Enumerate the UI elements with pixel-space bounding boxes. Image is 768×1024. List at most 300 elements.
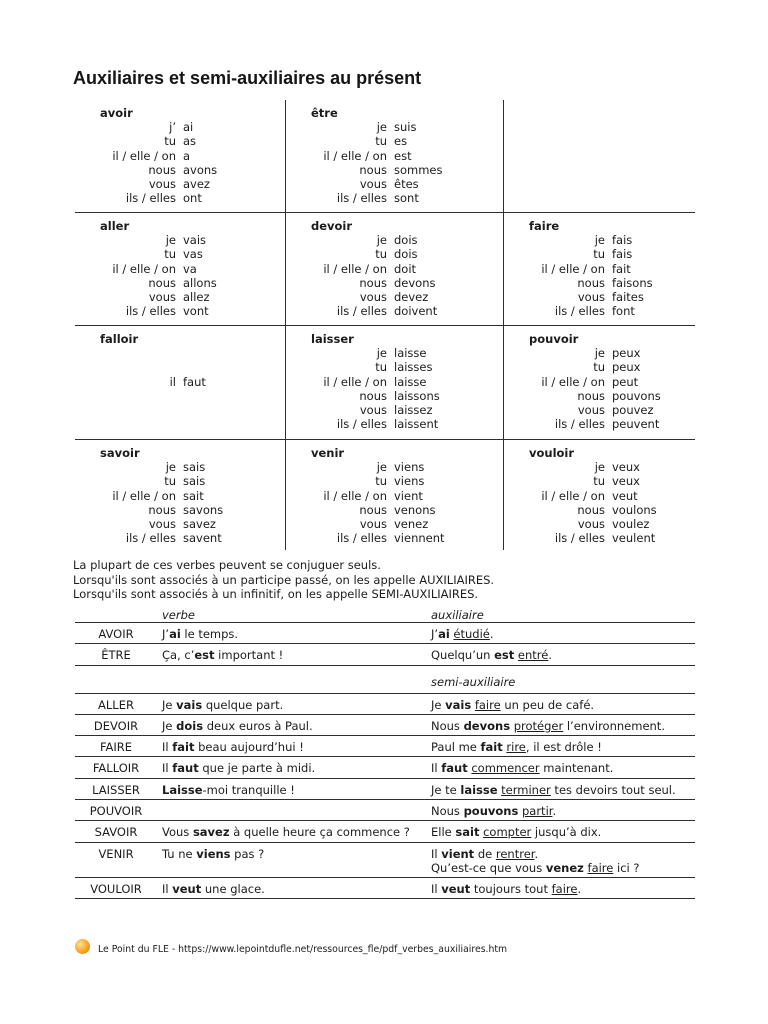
text-segment: Vous (162, 825, 193, 840)
verb-label: FAIRE (99, 740, 133, 755)
verb-name: devoir (311, 219, 353, 233)
pronoun: vous (359, 516, 387, 531)
text-segment: Je (162, 697, 177, 712)
conjugation-cell-falloir (75, 325, 285, 439)
text-segment: Tu ne (162, 846, 197, 861)
pronoun: vous (148, 289, 176, 304)
verb-form: doivent (394, 304, 438, 319)
auxiliary-example (425, 627, 695, 641)
conjugation-line (529, 304, 695, 318)
conjugation-line (100, 346, 285, 360)
auxiliary-example (425, 783, 695, 797)
pronoun: nous (577, 275, 605, 290)
conjugation-line (311, 120, 503, 134)
conjugated-verb: Laisse (162, 782, 203, 797)
pronoun (100, 360, 176, 374)
conjugation-line (100, 360, 285, 374)
underlined-verb: rentrer (495, 846, 535, 861)
auxiliary-example (425, 698, 695, 712)
conjugation-line (100, 489, 285, 503)
pronoun: je (376, 460, 387, 475)
auxiliary-example (425, 847, 695, 875)
auxiliary-example (425, 825, 695, 839)
text-segment: ici ? (613, 860, 640, 875)
verb-form: ai (183, 120, 194, 135)
verb-form: devez (394, 289, 429, 304)
underlined-verb: terminer (501, 782, 551, 797)
verb-form: es (394, 134, 408, 149)
auxiliary-example (425, 740, 695, 754)
example-row-faire (75, 736, 695, 757)
conjugation-cell-venir (285, 439, 503, 550)
verb-form: peuvent (612, 417, 660, 432)
pronoun: nous (148, 162, 176, 177)
verb-example (157, 804, 425, 818)
examples-table (75, 605, 695, 899)
verb-form: voulons (612, 502, 657, 517)
conjugation-cell-pouvoir (503, 325, 695, 439)
verb-name: faire (529, 219, 560, 233)
conjugation-line (100, 474, 285, 488)
conjugation-line (529, 489, 695, 503)
text-segment: tes devoirs tout seul. (550, 782, 676, 797)
underlined-verb: rire (506, 740, 526, 755)
underlined-verb: commencer (471, 761, 540, 776)
text-segment: . (548, 648, 552, 663)
conjugation-line (100, 517, 285, 531)
verb-label: FALLOIR (92, 761, 140, 776)
example-row-laisser (75, 779, 695, 800)
conjugation-line (100, 163, 285, 177)
conjugation-line (100, 375, 285, 389)
pronoun: il (169, 374, 176, 389)
verb-form: dois (394, 233, 418, 248)
text-segment: . (552, 804, 557, 819)
pronoun: ils / elles (336, 304, 387, 319)
auxiliary-example (425, 648, 695, 662)
verb-name: être (311, 106, 338, 120)
conjugated-verb: faut (441, 761, 468, 776)
verb-form: laisse (394, 346, 427, 361)
verb-form: laisses (394, 360, 433, 375)
sentence-line (431, 627, 695, 641)
conjugation-line (529, 460, 695, 474)
verb-form: savons (183, 502, 224, 517)
verb-label: LAISSER (92, 782, 140, 797)
text-segment: Il (431, 881, 442, 896)
pronoun: je (594, 346, 605, 361)
verb-name: pouvoir (529, 332, 579, 346)
pronoun: je (594, 233, 605, 248)
conjugation-line (311, 403, 503, 417)
text-segment: Je (162, 718, 177, 733)
example-row-venir (75, 843, 695, 878)
conjugation-line (100, 247, 285, 261)
text-segment: . (534, 846, 539, 861)
text-segment: deux euros à Paul. (203, 718, 313, 733)
sentence-line (431, 882, 695, 896)
conjugated-verb: sait (455, 825, 480, 840)
text-segment: jusqu’à dix. (531, 825, 602, 840)
conjugation-line (311, 474, 503, 488)
pronoun: nous (359, 275, 387, 290)
conjugation-line (529, 233, 695, 247)
verb-example (157, 847, 425, 875)
verb-label: ÊTRE (101, 648, 131, 663)
pronoun: tu (375, 247, 387, 262)
sentence-line (431, 648, 695, 662)
conjugation-line (100, 403, 285, 417)
section-spacer (157, 675, 425, 689)
pronoun (100, 403, 176, 417)
conjugation-line (529, 417, 695, 431)
sentence-line (431, 847, 695, 861)
underlined-verb: protéger (513, 718, 564, 733)
conjugation-cell-savoir (75, 439, 285, 550)
conjugation-line (311, 262, 503, 276)
auxiliary-example (425, 761, 695, 775)
pronoun: je (376, 120, 387, 135)
conjugation-line (529, 517, 695, 531)
pronoun: vous (577, 402, 605, 417)
pronoun: je (165, 460, 176, 475)
text-segment: Je te (431, 782, 461, 797)
conjugated-verb: devons (463, 718, 511, 733)
text-segment: Il (162, 740, 173, 755)
sentence-line (162, 740, 425, 754)
footer-source: Le Point du FLE - https://www.lepointdufle.net/ressources_fle/pdf_verbes_auxiliaires.htm (98, 944, 508, 955)
conjugation-line (100, 417, 285, 431)
auxiliary-column-header: auxiliaire (431, 608, 484, 622)
conjugation-line (529, 503, 695, 517)
section-row (75, 666, 695, 694)
pronoun: nous (148, 275, 176, 290)
conjugation-line (311, 233, 503, 247)
conjugation-line (311, 304, 503, 318)
pronoun: ils / elles (554, 417, 605, 432)
conjugation-line (311, 489, 503, 503)
pronoun (100, 389, 176, 403)
conjugation-line (529, 276, 695, 290)
sentence-line (162, 783, 425, 797)
conjugation-line (100, 134, 285, 148)
conjugation-cell-etre (285, 100, 503, 212)
text-segment: . (489, 627, 494, 641)
text-segment: un peu de café. (500, 697, 595, 712)
verb-form: suis (394, 120, 417, 135)
pronoun: ils / elles (554, 531, 605, 546)
text-segment: Paul me (431, 740, 481, 755)
text-segment: Nous (431, 804, 464, 819)
pronoun: ils / elles (125, 191, 176, 206)
text-segment: Nous (431, 718, 464, 733)
verb-form: vas (183, 247, 203, 262)
conjugation-line (529, 531, 695, 545)
text-segment: , il est drôle ! (525, 740, 602, 755)
sentence-line (431, 740, 695, 754)
conjugated-verb: veut (172, 881, 202, 896)
pronoun: vous (577, 289, 605, 304)
pronoun: tu (593, 474, 605, 489)
verb-form: pouvons (612, 388, 661, 403)
verb-form: faites (612, 289, 644, 304)
pronoun: tu (375, 360, 387, 375)
pronoun: tu (375, 474, 387, 489)
sentence-line (431, 719, 695, 733)
verb-form: veux (612, 460, 640, 475)
verb-example (157, 783, 425, 797)
pronoun: ils / elles (125, 304, 176, 319)
verb-form: doit (394, 261, 417, 276)
page-title: Auxiliaires et semi-auxiliaires au présent (73, 68, 422, 88)
conjugated-verb: faut (172, 761, 199, 776)
verb-form: allez (183, 289, 210, 304)
conjugation-line (529, 403, 695, 417)
text-segment: Il (431, 846, 442, 861)
conjugation-line (529, 290, 695, 304)
verb-form: sont (394, 191, 419, 206)
conjugation-grid (75, 100, 695, 550)
sentence-line (162, 882, 425, 896)
text-segment: quelque part. (202, 697, 284, 712)
pronoun: nous (577, 388, 605, 403)
conjugation-line (100, 290, 285, 304)
verb-form: viens (394, 474, 425, 489)
conjugation-line (529, 389, 695, 403)
verb-name: aller (100, 219, 130, 233)
conjugation-line (100, 531, 285, 545)
verb-name: savoir (100, 446, 140, 460)
auxiliary-example (425, 719, 695, 733)
text-segment: l’environnement. (563, 718, 665, 733)
text-segment: maintenant. (539, 761, 614, 776)
pronoun: tu (593, 247, 605, 262)
verb-form: sommes (394, 162, 443, 177)
orange-ball-icon (75, 939, 90, 954)
verb-form: laisse (394, 374, 427, 389)
conjugation-cell-empty (503, 100, 695, 212)
pronoun: tu (164, 134, 176, 149)
verb-form: sais (183, 460, 206, 475)
underlined-verb: partir (521, 804, 553, 819)
verb-example (157, 648, 425, 662)
pronoun: je (165, 233, 176, 248)
conjugation-line (529, 346, 695, 360)
pronoun: vous (148, 516, 176, 531)
sentence-line (431, 861, 695, 875)
conjugation-line (311, 360, 503, 374)
pronoun: il / elle / on (323, 488, 387, 503)
conjugated-verb: dois (176, 718, 204, 733)
verb-form: pouvez (612, 402, 654, 417)
pronoun: ils / elles (336, 417, 387, 432)
conjugated-verb: savez (192, 825, 230, 840)
text-segment: J’ (162, 627, 170, 641)
text-segment: une glace. (201, 881, 265, 896)
conjugated-verb: laisse (460, 782, 498, 797)
verb-label: SAVOIR (94, 825, 138, 840)
pronoun: tu (593, 360, 605, 375)
verb-form: fait (612, 261, 631, 276)
conjugation-line (100, 503, 285, 517)
conjugation-line (100, 460, 285, 474)
conjugation-line (100, 262, 285, 276)
verb-form: voulez (612, 516, 650, 531)
pronoun (100, 417, 176, 431)
pronoun: nous (148, 502, 176, 517)
auxiliary-example (425, 882, 695, 896)
sentence-line (431, 783, 695, 797)
pronoun: il / elle / on (541, 261, 605, 276)
conjugation-cell-vouloir (503, 439, 695, 550)
conjugated-verb: vais (176, 697, 203, 712)
pronoun: il / elle / on (541, 374, 605, 389)
verb-name: laisser (311, 332, 354, 346)
pronoun: vous (359, 402, 387, 417)
sentence-line (162, 627, 425, 641)
conjugation-line (311, 503, 503, 517)
verb-form: peut (612, 374, 639, 389)
verb-form: va (183, 261, 197, 276)
verb-form: vais (183, 233, 207, 248)
verb-form: font (612, 304, 635, 319)
verb-form: dois (394, 247, 418, 262)
conjugation-line (311, 290, 503, 304)
verb-form: venons (394, 502, 436, 517)
conjugation-line (529, 262, 695, 276)
conjugation-line (100, 191, 285, 205)
pronoun: vous (359, 289, 387, 304)
example-row-devoir (75, 715, 695, 736)
text-segment: que je parte à midi. (198, 761, 316, 776)
conjugation-cell-aller (75, 212, 285, 325)
verb-form: avons (183, 162, 218, 177)
verb-column-header: verbe (162, 608, 195, 622)
text-segment: beau aujourd’hui ! (194, 740, 304, 755)
verb-example (157, 627, 425, 641)
pronoun: nous (359, 388, 387, 403)
example-row-avoir (75, 623, 695, 644)
text-segment: Il (162, 761, 173, 776)
pronoun (100, 346, 176, 360)
conjugation-line (311, 247, 503, 261)
verb-label: POUVOIR (89, 804, 143, 819)
conjugation-line (100, 120, 285, 134)
conjugated-verb: est (494, 648, 515, 663)
conjugated-verb: veut (441, 881, 471, 896)
conjugation-line (311, 389, 503, 403)
example-row-vouloir (75, 878, 695, 899)
underlined-verb: compter (483, 825, 532, 840)
pronoun: j’ (169, 120, 176, 135)
verb-name: venir (311, 446, 345, 460)
verb-label: DEVOIR (93, 718, 139, 733)
conjugation-line (529, 247, 695, 261)
pronoun: ils / elles (125, 531, 176, 546)
verb-form: peux (612, 360, 641, 375)
text-segment: Ça, c’ (162, 648, 195, 663)
verb-example (157, 740, 425, 754)
verb-form: laissent (394, 417, 439, 432)
verb-label: VENIR (98, 846, 134, 861)
conjugated-verb: ai (438, 627, 450, 641)
pronoun: il / elle / on (112, 488, 176, 503)
pronoun: ils / elles (554, 304, 605, 319)
verb-form: êtes (394, 176, 419, 191)
sentence-line (431, 761, 695, 775)
verb-label: ALLER (98, 697, 134, 712)
text-segment: Il (162, 881, 173, 896)
text-segment: J’ (431, 627, 439, 641)
pronoun: il / elle / on (323, 374, 387, 389)
verb-name: avoir (100, 106, 133, 120)
conjugation-line (311, 417, 503, 431)
verb-form: ont (183, 191, 202, 206)
text-segment: pas ? (230, 846, 265, 861)
verb-name: falloir (100, 332, 139, 346)
text-segment: Il (431, 761, 442, 776)
underlined-verb: faire (474, 697, 501, 712)
pronoun: je (376, 233, 387, 248)
verb-form: devons (394, 275, 436, 290)
conjugated-verb: vais (445, 697, 472, 712)
text-segment: Qu’est-ce que vous (431, 860, 546, 875)
pronoun: tu (164, 474, 176, 489)
sentence-line (162, 825, 425, 839)
intro-paragraph (73, 558, 494, 602)
verb-form: peux (612, 346, 641, 361)
conjugated-verb: fait (172, 740, 195, 755)
verb-form: as (183, 134, 197, 149)
verb-form: fais (612, 247, 633, 262)
conjugation-line (100, 389, 285, 403)
conjugation-line (311, 375, 503, 389)
verb-form: laissez (394, 402, 433, 417)
conjugated-verb: venez (545, 860, 584, 875)
pronoun: vous (148, 176, 176, 191)
verb-form: sait (183, 488, 204, 503)
conjugation-cell-devoir (285, 212, 503, 325)
verb-form: vont (183, 304, 209, 319)
pronoun: je (594, 460, 605, 475)
text-segment: à quelle heure ça commence ? (229, 825, 410, 840)
conjugation-line (311, 460, 503, 474)
verb-label: VOULOIR (90, 881, 142, 896)
pronoun: il / elle / on (541, 488, 605, 503)
example-row-aller (75, 694, 695, 715)
pronoun: nous (359, 162, 387, 177)
conjugated-verb: fait (480, 740, 503, 755)
sentence-line (162, 719, 425, 733)
text-segment: toujours tout (470, 881, 552, 896)
text-segment: Quelqu’un (431, 648, 495, 663)
underlined-verb: faire (551, 881, 578, 896)
verb-form: sais (183, 474, 206, 489)
conjugation-line (311, 191, 503, 205)
pronoun: il / elle / on (323, 261, 387, 276)
verb-form: veux (612, 474, 640, 489)
underlined-verb: étudié (453, 627, 490, 641)
conjugation-cell-avoir (75, 100, 285, 212)
conjugated-verb: viens (196, 846, 231, 861)
conjugation-line (311, 531, 503, 545)
example-row-falloir (75, 757, 695, 778)
pronoun: il / elle / on (323, 148, 387, 163)
conjugation-line (311, 163, 503, 177)
header-spacer (75, 608, 157, 622)
verb-example (157, 761, 425, 775)
pronoun: tu (164, 247, 176, 262)
